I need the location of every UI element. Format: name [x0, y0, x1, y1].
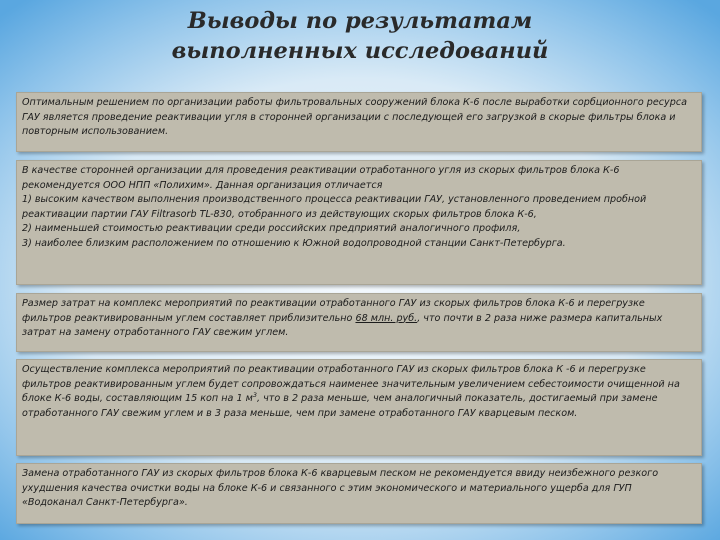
slide-title	[0, 6, 720, 66]
conclusion-2-intro: В качестве сторонней организации для проведения реактивации отработанного угля из скорых фильтров блока К-6 рекомендуется ООО НПП «Полихим». Данная организация отличается	[22, 165, 620, 191]
conclusion-4-text-after: , что в 2 раза меньше, чем аналогичный показатель, достигаемый при замене отработанного ГАУ свежим углем и в 3 раза меньше, чем при замене отработанного ГАУ кварцевым песком.	[22, 393, 658, 419]
conclusion-block-3	[16, 293, 702, 352]
slide-title-line-2: выполненных исследований	[171, 38, 549, 64]
conclusion-5-text: Замена отработанного ГАУ из скорых фильтров блока К-6 кварцевым песком не рекомендуется ввиду неизбежного резкого ухудшения качества очистки воды на блоке К-6 и связанного с этим экономического и материального ущерба для ГУП «Водоканал Санкт-Петербурга».	[22, 468, 659, 509]
conclusion-3-text	[22, 297, 695, 341]
conclusion-1-text: Оптимальным решением по организации работы фильтровальных сооружений блока К-6 после выработки сорбционного ресурса ГАУ является проведение реактивации угля в сторонней организации с последующей его загрузкой в скорые фильтры блока и повторным использованием.	[22, 97, 687, 138]
slide-title-line-1: Выводы по результатам	[187, 8, 533, 34]
conclusion-block-1	[16, 92, 702, 152]
conclusion-3-text-before: Размер затрат на комплекс мероприятий по реактивации отработанного ГАУ из скорых фильтров блока К-6 и перегрузке фильтров реактивированным углем составляет приблизительно	[22, 298, 645, 324]
conclusion-4-text	[22, 363, 695, 421]
conclusion-4-text-before: Осуществление комплекса мероприятий по реактивации отработанного ГАУ из скорых фильтров блока К -6 и перегрузке фильтров реактивированным углем будет сопровождаться наименее значительным увеличением себестоимости очищенной на блоке К-6 воды, составляющим 15 коп на 1 м	[22, 364, 680, 405]
conclusion-block-5	[16, 463, 702, 524]
conclusion-2-item-1: 1) высоким качеством выполнения производственного процесса реактивации ГАУ, установленного проведением пробной реактивации партии ГАУ Filtrasorb TL-830, отобранного из действующих скорых фильтров блока К-6,	[22, 194, 647, 220]
conclusion-block-4	[16, 359, 702, 456]
conclusion-block-2	[16, 160, 702, 285]
cubic-superscript: 3	[252, 391, 257, 399]
conclusion-2-item-3: 3) наиболее близким расположением по отношению к Южной водопроводной станции Санкт-Петербурга.	[22, 237, 566, 249]
conclusion-2-item-2: 2) наименьшей стоимостью реактивации среди российских предприятий аналогичного профиля,	[22, 223, 521, 235]
cost-amount: 68 млн. руб.	[355, 312, 418, 324]
conclusion-3-text-after: , что почти в 2 раза ниже размера капитальных затрат на замену отработанного ГАУ свежим углем.	[22, 312, 663, 339]
